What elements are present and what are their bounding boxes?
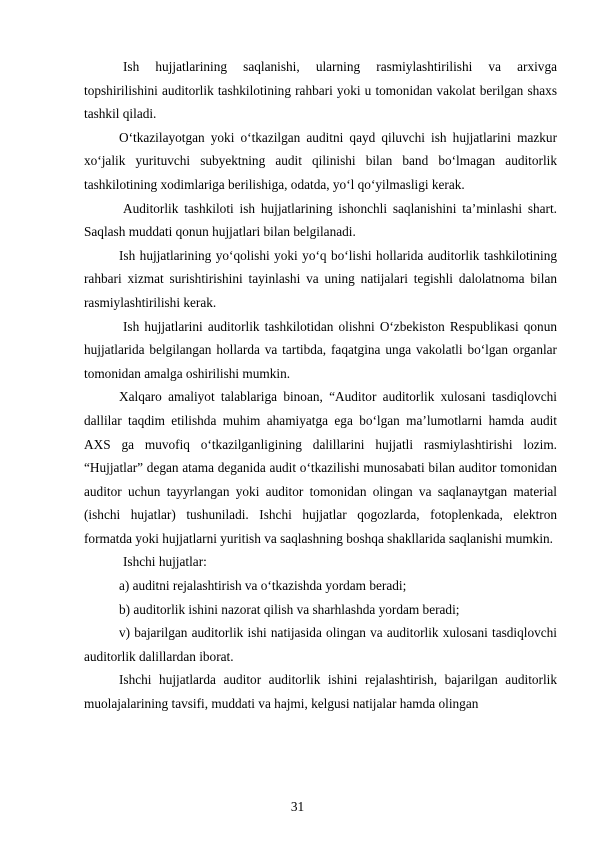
- page-number: 31: [290, 799, 305, 814]
- document-body: [84, 55, 557, 716]
- list-intro: Ishchi hujjatlar:: [123, 554, 207, 570]
- list-item-b: b) auditorlik ishini nazorat qilish va sharhlashda yordam beradi;: [119, 601, 460, 617]
- paragraph-2: O‘tkazilayotgan yoki o‘tkazilgan auditni qayd qiluvchi ish hujjatlarini mazkur xo‘jalik yurituvchi subyektning audit qilinishi bilan band bo‘lmagan auditorlik tashkilotining xodimlariga berilishiga, odatda, yo‘l qo‘yilmasligi kerak.: [84, 129, 557, 192]
- paragraph-6: Xalqaro amaliyot talablariga binoan, “Auditor auditorlik xulosani tasdiqlovchi dallilar taqdim etilishda muhim ahamiyatga ega bo‘lgan ma’lumotlarni hamda audit AXS ga muvofiq o‘tkazilganligining dalillarini hujjatli rasmiylashtirishi lozim. “Hujjatlar” degan atama deganida audit o‘tkazilishi munosabati bilan auditor tomonidan auditor uchun tayyrlangan yoki auditor tomonidan olingan va saqlanaytgan material (ishchi hujatlar) tushuniladi. Ishchi hujjatlar qogozlarda, fotoplenkada, elektron formatda yoki hujjatlarni yuritish va saqlashning boshqa shakllarida saqlanishi mumkin.: [84, 389, 557, 546]
- paragraph-4: Ish hujjatlarining yo‘qolishi yoki yo‘q bo‘lishi hollarida auditorlik tashkilotining rahbari xizmat surishtirishini tayinlashi va uning natijalari tegishli dalolatnoma bilan rasmiylashtirilishi kerak.: [84, 247, 557, 310]
- paragraph-5: Ish hujjatlarini auditorlik tashkilotidan olishni O‘zbekiston Respublikasi qonun hujjatlarida belgilangan hollarda va tartibda, faqatgina unga vakolatli bo‘lgan organlar tomonidan amalga oshirilishi mumkin.: [84, 318, 557, 381]
- paragraph-1: Ish hujjatlarining saqlanishi, ularning rasmiylashtirilishi va arxivga topshirilishini auditorlik tashkilotining rahbari yoki u tomonidan vakolat berilgan shaxs tashkil qiladi.: [84, 59, 557, 122]
- paragraph-7: Ishchi hujjatlarda auditor auditorlik ishini rejalashtirish, bajarilgan auditorlik muolajalarining tavsifi, muddati va hajmi, kelgusi natijalar hamda olingan: [84, 672, 557, 712]
- list-item-a: a) auditni rejalashtirish va o‘tkazishda yordam beradi;: [119, 578, 407, 594]
- list-item-v: v) bajarilgan auditorlik ishi natijasida olingan va auditorlik xulosani tasdiqlovchi auditorlik dalillardan iborat.: [84, 625, 557, 664]
- paragraph-3: Auditorlik tashkiloti ish hujjatlarining ishonchli saqlanishini ta’minlashi shart. Saqlash muddati qonun hujjatlari bilan belgilanadi.: [84, 200, 557, 240]
